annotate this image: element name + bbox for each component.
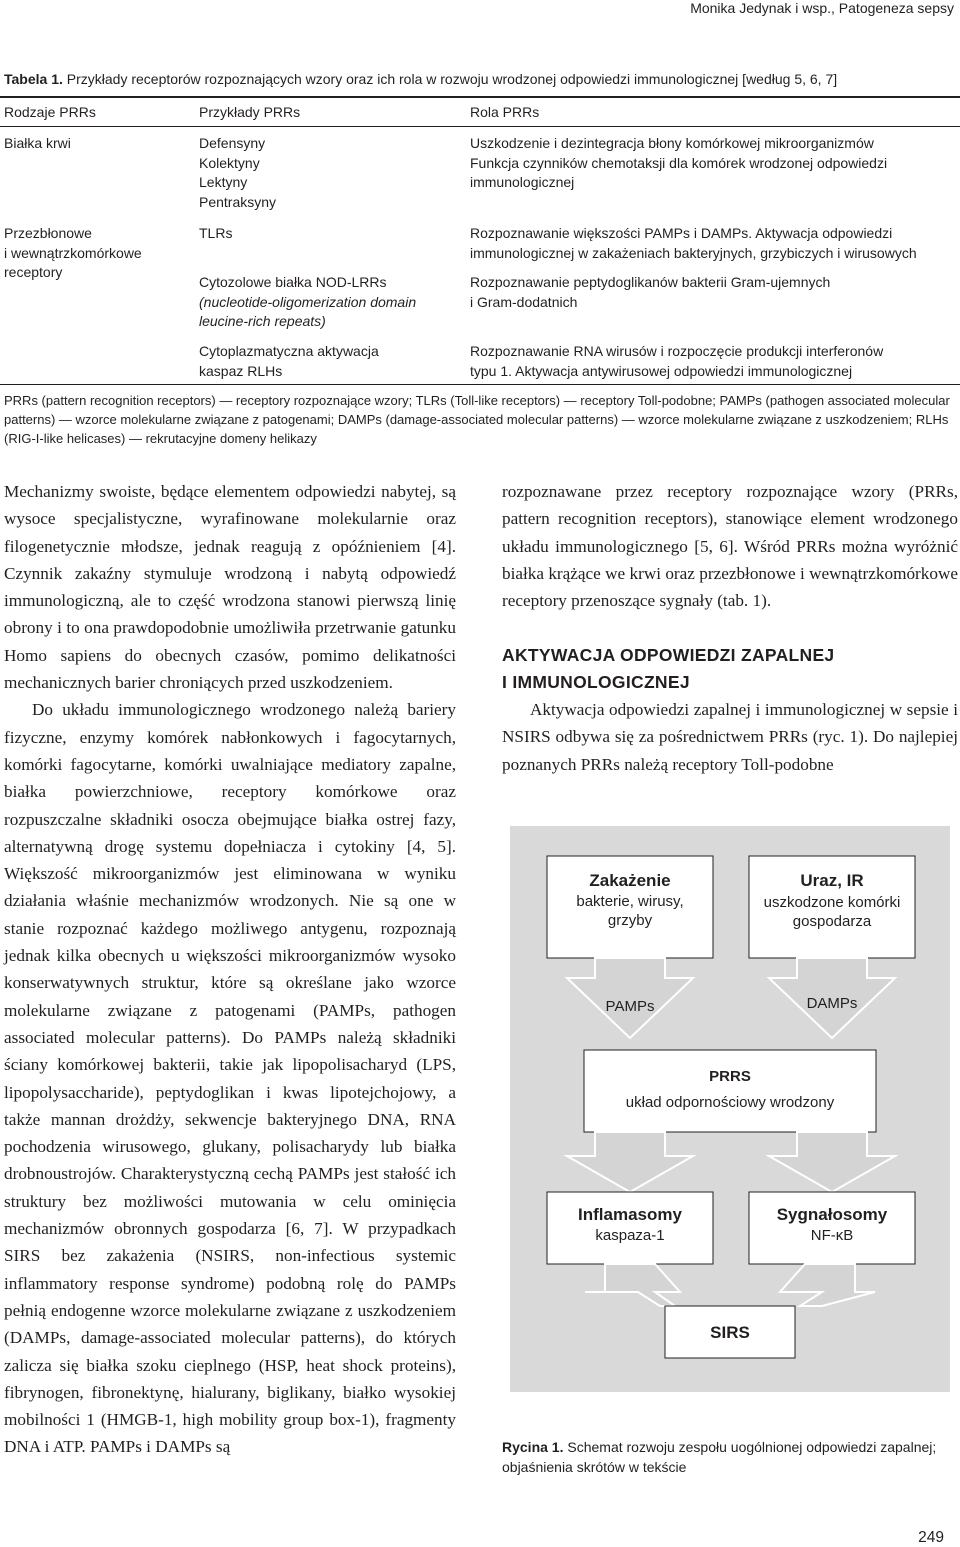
table-bottom-rule bbox=[0, 384, 960, 385]
table-header-rule bbox=[0, 126, 960, 127]
right-column-section bbox=[502, 696, 958, 778]
role-line: Rozpoznawanie RNA wirusów i rozpoczęcie produkcji interferonów bbox=[470, 343, 884, 359]
example-line: kaspaz RLHs bbox=[199, 362, 283, 379]
role-line: i Gram-dodatnich bbox=[470, 293, 578, 310]
figure-diagram bbox=[510, 826, 950, 1392]
inflammasome-sub: kaspaza-1 bbox=[595, 1227, 665, 1244]
role-line: Rozpoznawanie peptydoglikanów bakterii Gram-ujemnych bbox=[470, 274, 831, 290]
role-line: immunologicznej w zakażeniach bakteryjnych, grzybiczych i wirusowych bbox=[470, 244, 917, 261]
paragraph: Mechanizmy swoiste, będące elementem odpowiedzi nabytej, są wysoce specjalistyczne, wyrafinowane molekularnie oraz filogenetycznie młodsze, jednak reagują z opóźnieniem [4]. Czynnik zakaźny stymuluje wrodzoną i nabytą odpowiedź immunologiczną, ale to część wrodzona stanowi pierwszą linię obrony i to ona prawdopodobnie umożliwiła przetrwanie gatunku Homo sapiens do obecnych czasów, pomimo delikatności mechanicznych barier chroniących przed uszkodzeniem. bbox=[4, 482, 456, 693]
example-line: leucine-rich repeats) bbox=[199, 313, 326, 329]
table-header-examples: Przykłady PRRs bbox=[199, 104, 301, 120]
table-header-role: Rola PRRs bbox=[470, 104, 540, 120]
example-line: Pentraksyny bbox=[199, 193, 277, 210]
prrs-sub: układ odpornościowy wrodzony bbox=[625, 1094, 835, 1111]
figure-caption bbox=[502, 1437, 942, 1477]
type-line: Przezbłonowe bbox=[4, 225, 92, 241]
table-cell-role bbox=[470, 134, 887, 193]
role-line: typu 1. Aktywacja antywirusowej odpowiedzi immunologicznej bbox=[470, 362, 853, 379]
table-top-rule bbox=[0, 96, 960, 98]
left-column bbox=[4, 478, 456, 1461]
injury-sub: uszkodzone komórki bbox=[763, 894, 901, 911]
prrs-title: PRRS bbox=[709, 1068, 751, 1085]
example-line: Cytozolowe białka NOD-LRRs bbox=[199, 274, 387, 290]
table-cell-type bbox=[4, 224, 142, 283]
infection-sub: bakterie, wirusy, bbox=[576, 893, 684, 910]
table-header-type: Rodzaje PRRs bbox=[4, 104, 96, 120]
right-column-intro bbox=[502, 478, 958, 614]
example-line: (nucleotide-oligomerization domain bbox=[199, 293, 417, 310]
table-cell-role bbox=[470, 224, 917, 263]
example-line: Defensyny bbox=[199, 135, 266, 151]
infection-title: Zakażenie bbox=[589, 871, 671, 890]
table-cell-type: Białka krwi bbox=[4, 135, 71, 151]
example-line: Cytoplazmatyczna aktywacja bbox=[199, 343, 379, 359]
table-cell-role bbox=[470, 273, 830, 312]
role-line: Uszkodzenie i dezintegracja błony komórkowej mikroorganizmów bbox=[470, 135, 874, 151]
inflammasome-title: Inflamasomy bbox=[578, 1205, 682, 1224]
table-cell-examples bbox=[199, 342, 379, 381]
table-cell-examples bbox=[199, 273, 416, 332]
prrs-box bbox=[584, 1050, 876, 1132]
figure-label: Rycina 1. bbox=[502, 1439, 564, 1455]
section-heading bbox=[502, 642, 834, 696]
table-title: Przykłady receptorów rozpoznających wzory oraz ich rola w rozwoju wrodzonej odpowiedzi immunologicznej [według 5, 6, 7] bbox=[66, 71, 838, 87]
signalosome-title: Sygnałosomy bbox=[776, 1205, 888, 1224]
role-line: immunologicznej bbox=[470, 174, 575, 190]
type-line: receptory bbox=[4, 264, 63, 280]
table-cell-examples: TLRs bbox=[199, 225, 233, 241]
table-footnote: PRRs (pattern recognition receptors) — receptory rozpoznające wzory; TLRs (Toll-like receptors) — receptory Toll-podobne; PAMPs (pathogen associated molecular patterns) — wzorce molekularne związane z patogenami; DAMPs (damage-associated molecular patterns) — wzorce molekularne związane z uszkodzeniem; RLHs (RIG-I-like helicases) — rekrutacyjne domeny helikazy bbox=[4, 393, 950, 446]
table-caption bbox=[4, 71, 837, 87]
paragraph: rozpoznawane przez receptory rozpoznające wzory (PRRs, pattern recognition receptors), stanowiące element wrodzonego układu immunologicznego [5, 6]. Wśród PRRs można wyróżnić białka krążące we krwi oraz przezbłonowe i wewnątrzkomórkowe receptory przenoszące sygnały (tab. 1). bbox=[502, 482, 958, 611]
heading-line: I IMMUNOLOGICZNEJ bbox=[502, 672, 690, 692]
table-label: Tabela 1. bbox=[4, 71, 63, 87]
type-line: i wewnątrzkomórkowe bbox=[4, 244, 142, 261]
figure-caption-text: Schemat rozwoju zespołu uogólnionej odpowiedzi zapalnej; objaśnienia skrótów w tekście bbox=[502, 1439, 937, 1475]
page-number: 249 bbox=[918, 1529, 944, 1546]
injury-title: Uraz, IR bbox=[800, 871, 864, 890]
role-line: Funkcja czynników chemotaksji dla komórek wrodzonej odpowiedzi bbox=[470, 154, 888, 171]
example-line: Kolektyny bbox=[199, 154, 260, 171]
signalosome-sub: NF-κB bbox=[810, 1227, 854, 1244]
heading-line: AKTYWACJA ODPOWIEDZI ZAPALNEJ bbox=[502, 645, 835, 665]
paragraph: Aktywacja odpowiedzi zapalnej i immunologicznej w sepsie i NSIRS odbywa się za pośrednictwem PRRs (ryc. 1). Do najlepiej poznanych PRRs należą receptory Toll-podobne bbox=[502, 700, 958, 774]
role-line: Rozpoznawanie większości PAMPs i DAMPs. Aktywacja odpowiedzi bbox=[470, 225, 893, 241]
table-cell-examples bbox=[199, 134, 276, 212]
damps-label: DAMPs bbox=[806, 995, 858, 1012]
paragraph: Do układu immunologicznego wrodzonego należą bariery fizyczne, enzymy komórek nabłonkowych i fagocytarnych, komórki fagocytarne, komórki uwalniające mediatory zapalne, białka powierzchniowe, receptory komórkowe oraz rozpuszczalne składniki osocza obejmujące białka ostrej fazy, alternatywną drogę systemu dopełniacza i cytokiny [4, 5]. Większość mikroorganizmów jest eliminowana w wyniku działania właśnie mechanizmów wrodzonych. Nie są one w stanie rozpoznać każdego możliwego antygenu, rozpoznają jednak kilka obecnych u większości mikroorganizmów wysoko konserwatywnych struktur, które są określane jako wzorce molekularne związane z patogenami (PAMPs, pathogen associated molecular patterns). Do PAMPs należą składniki ściany komórkowej bakterii, takie jak lipopolisacharyd (LPS, lipopolysaccharide), peptydoglikan i kwas lipotejchojowy, a także mannan drożdży, sekwencje bakteryjnego DNA, RNA pochodzenia wirusowego, glukany, polisacharydy lub białka drobnoustrojów. Charakterystyczną cechą PAMPs jest stałość ich struktury bez możliwości mutowania w celu ominięcia mechanizmów obronnych gospodarza [6, 7]. W przypadkach SIRS bez zakażenia (NSIRS, non-infectious systemic inflammatory response syndrome) podobną rolę do PAMPs pełnią endogenne wzorce molekularne związane z uszkodzeniem (DAMPs, damage-associated molecular patterns), do których zalicza się białka szoku cieplnego (HSP, heat shock proteins), fibrynogen, fibronektynę, hialurany, biglikany, białko wysokiej mobilności 1 (HMGB-1, high mobility group box-1), fragmenty DNA i ATP. PAMPs i DAMPs są bbox=[4, 700, 456, 1457]
infection-sub: grzyby bbox=[607, 912, 653, 929]
table-cell-role bbox=[470, 342, 883, 381]
running-head: Monika Jedynak i wsp., Patogeneza sepsy bbox=[690, 0, 954, 16]
injury-sub: gospodarza bbox=[792, 913, 872, 930]
pamps-label: PAMPs bbox=[605, 998, 655, 1015]
example-line: Lektyny bbox=[199, 174, 248, 190]
sirs-title: SIRS bbox=[710, 1323, 750, 1342]
